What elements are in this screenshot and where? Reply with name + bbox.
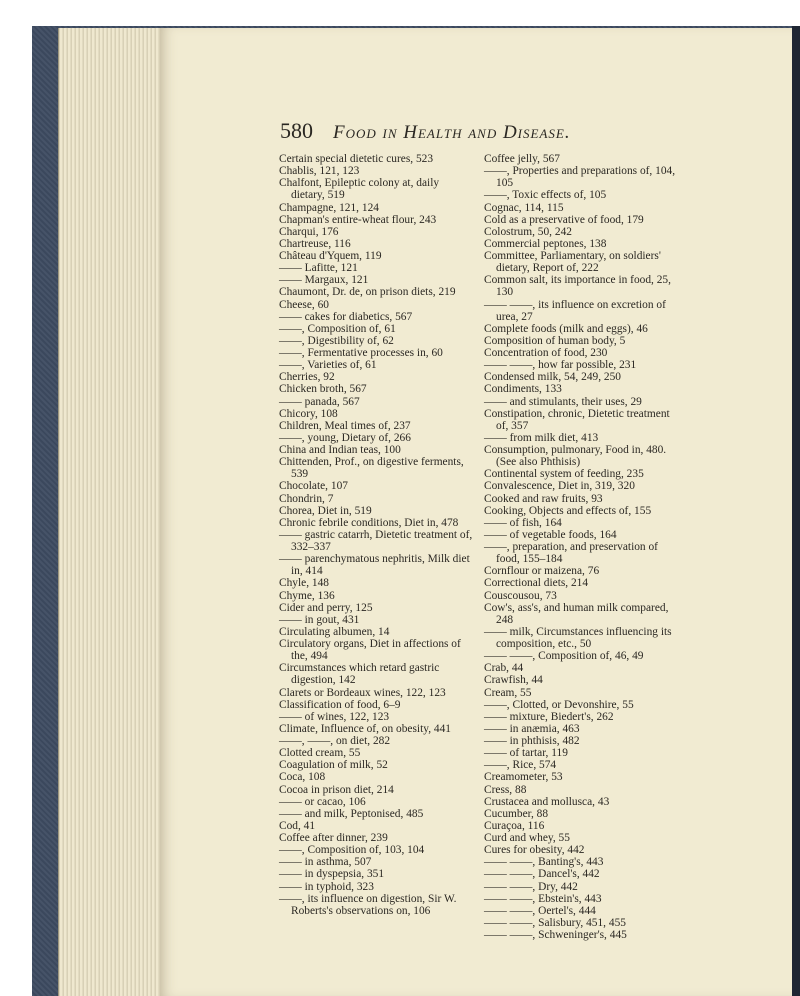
index-entry: ——, Rice, 574 xyxy=(484,759,557,772)
index-entry: Coffee jelly, 567 xyxy=(484,153,560,165)
index-entry: —— Margaux, 121 xyxy=(279,274,369,287)
index-entry: —— in anæmia, 463 xyxy=(484,722,580,735)
index-entry: Circulatory organs, Diet in affections of the, 494 xyxy=(279,638,461,663)
index-entry: —— cakes for diabetics, 567 xyxy=(279,310,413,323)
index-entry: Crab, 44 xyxy=(484,662,524,675)
index-entry: Common salt, its importance in food, 25, 130 xyxy=(484,274,671,299)
index-entry: —— of wines, 122, 123 xyxy=(279,710,390,723)
index-entry: Committee, Parliamentary, on soldiers' dietary, Report of, 222 xyxy=(484,250,661,275)
index-entry: —— ——, Ebstein's, 443 xyxy=(484,892,602,905)
index-entry: Cheese, 60 xyxy=(279,298,329,311)
index-entry: ——, Composition of, 61 xyxy=(279,322,396,335)
index-entry: Chartreuse, 116 xyxy=(279,237,351,250)
book-page xyxy=(160,28,800,996)
index-entry: Curd and whey, 55 xyxy=(484,832,570,844)
index-entry: Cress, 88 xyxy=(484,783,527,796)
index-entry: —— ——, Salisbury, 451, 455 xyxy=(484,916,626,929)
page-edges xyxy=(58,28,163,996)
index-entry: Crustacea and mollusca, 43 xyxy=(484,795,610,808)
index-entry: Cognac, 114, 115 xyxy=(484,201,564,214)
index-entry: —— ——, Dry, 442 xyxy=(484,880,578,893)
index-entry: —— ——, Composition of, 46, 49 xyxy=(484,650,644,663)
index-entry: Condensed milk, 54, 249, 250 xyxy=(484,371,621,384)
index-entry: Condiments, 133 xyxy=(484,383,562,396)
index-entry: —— in asthma, 507 xyxy=(279,856,372,869)
index-entry: Consumption, pulmonary, Food in, 480. (See also Phthisis) xyxy=(484,444,667,469)
index-entry: Clotted cream, 55 xyxy=(279,747,361,760)
index-entry: ——, preparation, and preservation of food, 155–184 xyxy=(484,541,658,566)
cover-edge xyxy=(792,26,800,996)
index-entry: Chyle, 148 xyxy=(279,577,329,590)
index-entry: Convalescence, Diet in, 319, 320 xyxy=(484,480,635,493)
index-entry: —— and milk, Peptonised, 485 xyxy=(279,807,424,820)
index-entry: Complete foods (milk and eggs), 46 xyxy=(484,322,648,335)
index-entry: Chablis, 121, 123 xyxy=(279,165,360,178)
index-entry: ——, Properties and preparations of, 104, 105 xyxy=(484,165,676,190)
index-entry: Colostrum, 50, 242 xyxy=(484,225,572,238)
index-entry: Classification of food, 6–9 xyxy=(279,698,401,711)
index-entry: Champagne, 121, 124 xyxy=(279,201,379,214)
index-entry: China and Indian teas, 100 xyxy=(279,444,401,456)
index-entry: Certain special dietetic cures, 523 xyxy=(279,153,434,165)
index-entry: —— ——, Schweninger's, 445 xyxy=(484,929,627,941)
index-entry: —— ——, Dancel's, 442 xyxy=(484,868,600,881)
index-entry: Château d'Yquem, 119 xyxy=(279,250,382,262)
index-entry: —— ——, how far possible, 231 xyxy=(484,359,637,372)
index-entry: Coagulation of milk, 52 xyxy=(279,759,388,772)
index-entry: Chorea, Diet in, 519 xyxy=(279,504,372,517)
running-title: Food in Health and Disease. xyxy=(333,122,571,143)
index-entry: Constipation, chronic, Dietetic treatment of, 357 xyxy=(484,407,670,432)
index-entry: —— mixture, Biedert's, 262 xyxy=(484,710,614,723)
index-entry: Couscousou, 73 xyxy=(484,589,557,602)
index-entry: —— parenchymatous nephritis, Milk diet in, 414 xyxy=(279,553,470,578)
index-entry: Cornflour or maizena, 76 xyxy=(484,565,600,578)
index-entry: ——, Clotted, or Devonshire, 55 xyxy=(484,698,634,711)
index-entry: Circumstances which retard gastric digestion, 142 xyxy=(279,662,440,687)
index-entry: ——, Composition of, 103, 104 xyxy=(279,844,425,857)
index-entry: —— and stimulants, their uses, 29 xyxy=(484,395,642,408)
index-entry: Cures for obesity, 442 xyxy=(484,844,585,857)
index-entry: ——, young, Dietary of, 266 xyxy=(279,431,411,444)
index-entry: —— gastric catarrh, Dietetic treatment of, 332–337 xyxy=(279,528,473,553)
index-entry: Creamometer, 53 xyxy=(484,771,563,784)
index-column-right xyxy=(484,153,680,941)
index-entry: —— panada, 567 xyxy=(279,395,360,408)
index-entry: —— ——, Oertel's, 444 xyxy=(484,904,596,917)
index-entry: Cream, 55 xyxy=(484,686,532,699)
index-entry: Commercial peptones, 138 xyxy=(484,237,607,250)
index-entry: ——, Varieties of, 61 xyxy=(279,359,377,372)
index-entry: ——, Fermentative processes in, 60 xyxy=(279,347,443,359)
index-entry: —— of vegetable foods, 164 xyxy=(484,528,617,541)
index-entry: —— of fish, 164 xyxy=(484,516,562,529)
index-entry: Charqui, 176 xyxy=(279,225,339,238)
index-entry: —— or cacao, 106 xyxy=(279,795,366,808)
index-entry: —— of tartar, 119 xyxy=(484,747,568,760)
index-entry: ——, Toxic effects of, 105 xyxy=(484,189,607,202)
index-entry: —— in dyspepsia, 351 xyxy=(279,868,385,881)
index-entry: Cold as a preservative of food, 179 xyxy=(484,213,644,226)
index-entry: Continental system of feeding, 235 xyxy=(484,468,644,481)
index-entry: Coffee after dinner, 239 xyxy=(279,832,388,844)
index-entry: Curaçoa, 116 xyxy=(484,819,545,832)
index-entry: Cow's, ass's, and human milk compared, 248 xyxy=(484,601,669,626)
index-entry: Cherries, 92 xyxy=(279,371,335,384)
index-entry: ——, ——, on diet, 282 xyxy=(279,735,391,747)
index-entry: Circulating albumen, 14 xyxy=(279,625,390,638)
index-entry: —— Lafitte, 121 xyxy=(279,262,358,275)
index-entry: Cooked and raw fruits, 93 xyxy=(484,492,603,505)
index-entry: Chicory, 108 xyxy=(279,407,338,420)
index-entry: Chocolate, 107 xyxy=(279,480,348,493)
index-entry: Cucumber, 88 xyxy=(484,807,549,820)
index-entry: Concentration of food, 230 xyxy=(484,347,608,359)
index-entry: Chalfont, Epileptic colony at, daily dietary, 519 xyxy=(279,177,440,202)
index-entry: Correctional diets, 214 xyxy=(484,577,589,590)
index-entry: Cider and perry, 125 xyxy=(279,601,373,614)
index-entry: Composition of human body, 5 xyxy=(484,334,626,347)
index-entry: Cooking, Objects and effects of, 155 xyxy=(484,504,652,517)
index-entry: Chittenden, Prof., on digestive ferments, 539 xyxy=(279,456,464,481)
index-entry: ——, its influence on digestion, Sir W. Roberts's observations on, 106 xyxy=(279,892,457,917)
index-entry: Chicken broth, 567 xyxy=(279,383,367,396)
index-entry: Children, Meal times of, 237 xyxy=(279,419,411,432)
index-entry: ——, Digestibility of, 62 xyxy=(279,334,394,347)
index-entry: Chyme, 136 xyxy=(279,589,335,602)
index-entry: —— ——, Banting's, 443 xyxy=(484,856,604,869)
index-entry: —— in gout, 431 xyxy=(279,613,360,626)
index-entry: Climate, Influence of, on obesity, 441 xyxy=(279,722,451,735)
index-column-left xyxy=(279,153,475,917)
index-entry: Cocoa in prison diet, 214 xyxy=(279,783,394,796)
index-entry: Chaumont, Dr. de, on prison diets, 219 xyxy=(279,286,456,299)
index-entry: —— from milk diet, 413 xyxy=(484,431,599,444)
index-entry: Chondrin, 7 xyxy=(279,492,334,505)
index-entry: Chapman's entire-wheat flour, 243 xyxy=(279,213,437,226)
index-entry: Cod, 41 xyxy=(279,819,316,832)
index-entry: Chronic febrile conditions, Diet in, 478 xyxy=(279,516,459,529)
page-number: 580 xyxy=(280,118,313,143)
page-header xyxy=(280,118,700,146)
index-entry: Coca, 108 xyxy=(279,771,326,784)
index-entry: Clarets or Bordeaux wines, 122, 123 xyxy=(279,686,446,699)
index-entry: Crawfish, 44 xyxy=(484,674,543,687)
index-entry: —— milk, Circumstances influencing its composition, etc., 50 xyxy=(484,625,672,650)
index-entry: —— in typhoid, 323 xyxy=(279,880,374,893)
index-entry: —— ——, its influence on excretion of urea, 27 xyxy=(484,298,666,323)
index-entry: —— in phthisis, 482 xyxy=(484,735,580,747)
